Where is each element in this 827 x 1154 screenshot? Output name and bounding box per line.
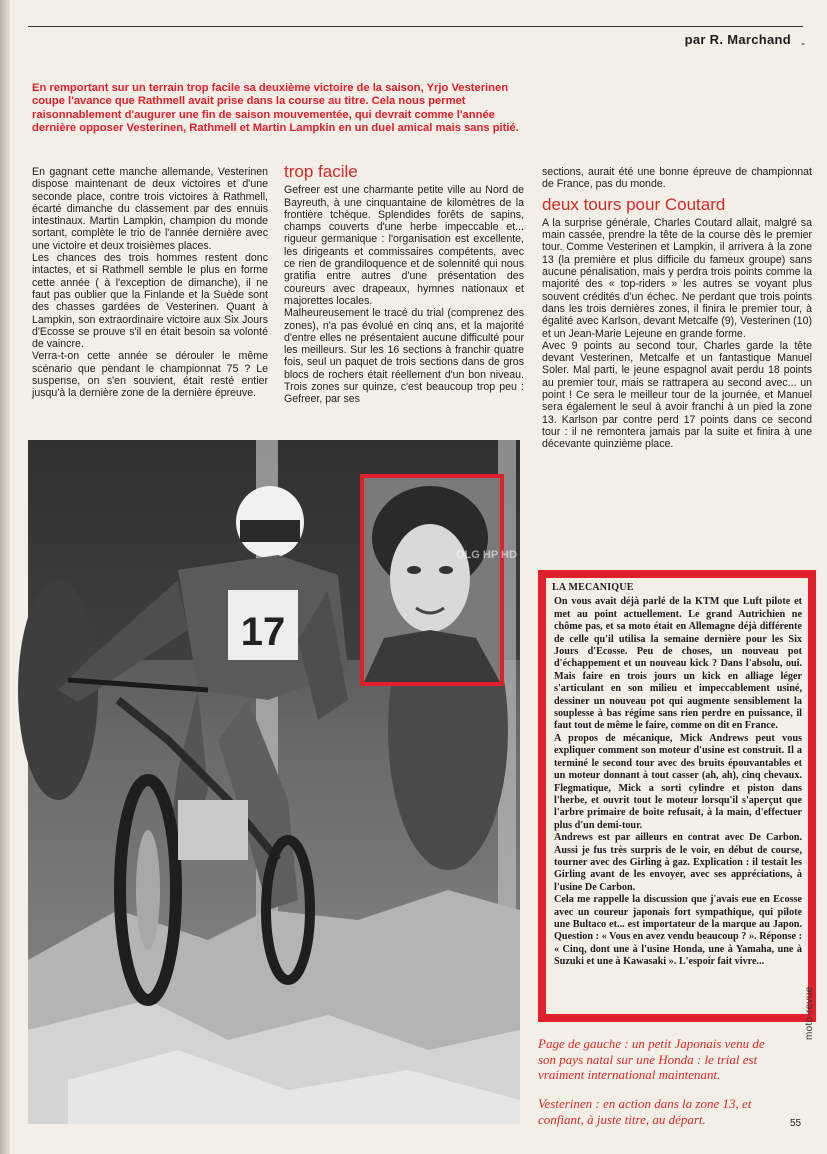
portrait-illustration bbox=[364, 478, 517, 682]
mecanique-heading: LA MECANIQUE bbox=[552, 582, 634, 593]
heading-deux-tours: deux tours pour Coutard bbox=[542, 194, 726, 214]
col3-paragraph-2: Avec 9 points au second tour, Charles garde la tête devant Vesterinen, Metcalfe et un fantastique Manuel Soler. Mal parti, le jeune espagnol avait perdu 18 points au premier tour, mais se rattrapera au second avec... un point ! Ce sera le meilleur tour de la journée, et Manuel sera également le seul à avoir franchi à un pied la zone 13. Karlson par contre perd 17 points dans ce second tour : il ne remontera jamais par la suite et finira à une décevante quinzième place. bbox=[542, 339, 812, 451]
col3-paragraph-0: sections, aurait été une bonne épreuve de championnat de France, pas du monde. bbox=[542, 166, 812, 191]
mecanique-paragraph-2: A propos de mécanique, Mick Andrews peut vous expliquer comment son moteur d'usine est construit. Il a terminé le second tour avec des bruits épouvantables et un moteur donnant à tout casser (ah, ah), cinq chevaux. Flegmatique, Mick a sorti cylindre et piston dans l'herbe, et ouvrit tout le moteur lorsqu'il s'aperçut que l'arbre primaire de boite refusait, à la main, d'effectuer plus d'un demi-tour. bbox=[554, 732, 802, 831]
page-spine bbox=[0, 0, 10, 1154]
page-number: 55 bbox=[790, 1118, 802, 1129]
col1-paragraph-3: Verra-t-on cette année se dérouler le même scénario que pendant le championnat 75 ? Le suspense, on s'en souvient, était resté entier jusqu'à la dernière zone de la dernière épreuve. bbox=[32, 350, 268, 400]
col1-paragraph-1: En gagnant cette manche allemande, Vesterinen dispose maintenant de deux victoires et d'une seconde place, contre trois victoires à Rathmell, écarté dimanche du classement par des ennuis intestinaux. Martin Lampkin, champion du monde sortant, complète le trio de l'année dernière avec une victoire et deux troisièmes places. bbox=[32, 166, 268, 252]
byline: par R. Marchand bbox=[684, 32, 791, 47]
margin-mark: - bbox=[801, 36, 805, 50]
mecanique-paragraph-3: Andrews est par ailleurs en contrat avec De Carbon. Aussi je fus très surpris de le voir, en début de course, tourner avec des Girling à gaz. Explication : il testait les Girling avant de les envoyer, avec ses appréciations, à l'usine De Carbon. bbox=[554, 832, 802, 893]
mecanique-box-frame bbox=[538, 570, 816, 1022]
column-2 bbox=[284, 162, 524, 406]
col3-paragraph-1: A la surprise générale, Charles Coutard allait, malgré sa main cassée, prendre la tête de la course dès le premier tour. Comme Vesterinen et Lampkin, il arrivera à la zone 13 (la première et plus difficile du fameux groupe) sans aucune pénalisation, mais y perdra trois points comme la majorité des « top-riders » les autres se voyant plus souvent crédités d'un échec. Ne perdant que trois points dans les trois dernières zones, il finira le premier tour, à égalité avec Karlson, devant Metcalfe (9), Vesterinen (10) et un Jean-Marie Lejeune en grande forme. bbox=[542, 216, 812, 340]
column-3 bbox=[542, 166, 812, 451]
header-rule bbox=[28, 26, 803, 27]
caption-vesterinen: Vesterinen : en action dans la zone 13, et confiant, à juste titre, au départ. bbox=[538, 1096, 752, 1127]
col1-paragraph-2: Les chances des trois hommes restent donc intactes, et si Rathmell semble le plus en forme cette année ( à l'exception de dimanche), il ne faut pas oublier que la Finlande et la Suède sont des chasses gardées de Vesterinen. Quant à Lampkin, son extraordinaire victoire aux Six Jours d'Ecosse se prouve s'il en était besoin sa volonté de vaincre. bbox=[32, 252, 268, 351]
caption-left-page: Page de gauche : un petit Japonais venu de son pays natal sur une Honda : le trial est vraiment international maintenant. bbox=[538, 1036, 765, 1082]
rider-number: 17 bbox=[240, 610, 286, 654]
col2-paragraph-1: Gefreer est une charmante petite ville au Nord de Bayreuth, à une cinquantaine de kilomètres de la frontière tchèque. Splendides forêts de sapins, champs couverts d'une herbe impeccable et... rigueur germanique : l'organisation est excellente, les dirigeants et commissaires compétents, avec ce rien de grandiloquence et de solennité qui nous gratifia entre autres d'une présentation des coureurs avec drapeaux, hymnes nationaux et majorettes locales. bbox=[284, 184, 524, 307]
mecanique-paragraph-1: On vous avait déjà parlé de la KTM que Luft pilote et met au point actuellement. Le grand Autrichien ne chôme pas, et sa moto était en Allemagne déjà différente de celle qu'il utilisa la semaine dernière pour les Six Jours d'Ecosse. Peu de choses, un nouveau pot d'échappement et un nouveau kick ? Dans l'absolu, oui. Mais faire en trois jours un kick en alliage léger s'articulant en son milieu et impeccablement usiné, dessiner un nouveau pot qui augmente sensiblement la souplesse à bas régime sans rien perdre en puissance, il faut tout de même le faire, comme on dit en France. bbox=[554, 596, 802, 732]
mecanique-paragraph-4: Cela me rappelle la discussion que j'avais eue en Ecosse avec un coureur japonais fort sympathique, qui pilote une Bultaco et... est importateur de la marque au Japon. Question : « Vous en avez vendu beaucoup ? ». Réponse : « Cinq, dont une à l'usine Honda, une à Yamaha, une à Suzuki et une à Kawasaki ». L'espoir fait vivre... bbox=[554, 894, 802, 968]
inset-portrait bbox=[364, 478, 517, 682]
column-1 bbox=[32, 166, 268, 400]
intro-lede: En remportant sur un terrain trop facile sa deuxième victoire de la saison, Yrjo Vesterinen coupe l'avance que Rathmell avait prise dans la course au titre. Cela nous permet raisonnablement d'augurer une fin de saison mouvementée, qui devrait comme l'année dernière opposer Vesterinen, Rathmell et Martin Lampkin en un duel amical mais sans pitié. bbox=[32, 82, 519, 135]
heading-trop-facile: trop facile bbox=[284, 162, 358, 181]
magazine-name: moto-revue bbox=[804, 986, 815, 1040]
mecanique-body bbox=[546, 596, 808, 968]
watermark-text: OLG HP HD bbox=[456, 549, 517, 561]
mecanique-box bbox=[546, 578, 808, 1014]
inset-portrait-frame bbox=[360, 474, 517, 686]
col2-paragraph-2: Malheureusement le tracé du trial (comprenez des zones), n'a pas évolué en cinq ans, et la majorité d'entre elles ne présentaient aucune difficulté pour les meilleurs. Sur les 16 sections à franchir quatre fois, seul un paquet de trois sections dans de gros blocs de rochers était réellement d'un bon niveau. Trois zones sur quinze, c'est beaucoup trop peu : Gefreer, par ses bbox=[284, 307, 524, 406]
